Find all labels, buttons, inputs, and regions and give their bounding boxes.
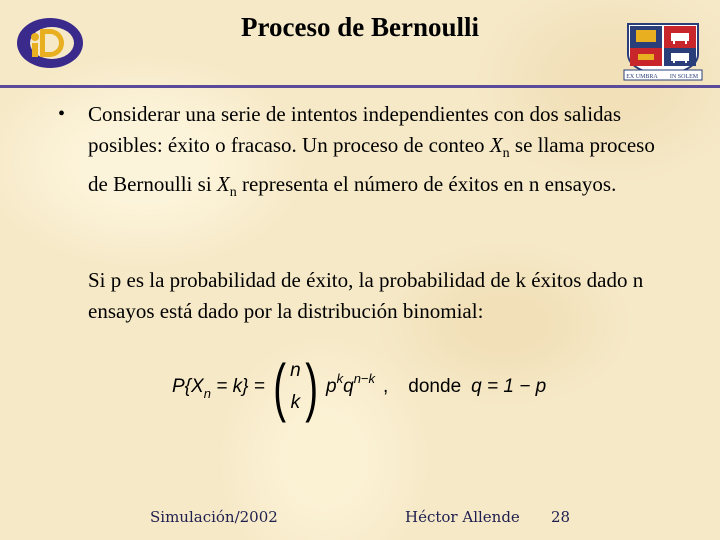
footer-course: Simulación/2002 — [150, 508, 278, 526]
crest-banner-left: EX UMBRA — [626, 74, 658, 80]
formula-q: q — [343, 376, 354, 397]
formula-p: p — [326, 376, 337, 397]
crest-banner-right: IN SOLEM — [669, 74, 699, 80]
bullet-marker: • — [58, 103, 66, 125]
formula-where: donde — [408, 376, 462, 397]
intro-text-3: representa el número de éxitos en n ensayos. — [236, 172, 617, 197]
var-x-2: X — [216, 172, 230, 197]
var-x-1: X — [489, 133, 503, 157]
formula-lhs-open: P{ — [172, 376, 192, 397]
formula-lhs-rest: = k} = — [210, 376, 265, 397]
footer-author: Héctor Allende — [405, 508, 520, 526]
binomial-paragraph: Si p es la probabilidad de éxito, la probabilidad de k éxitos dado n ensayos está dado por la distribución binomial: — [88, 268, 644, 323]
formula-lhs-var: X — [191, 376, 204, 397]
var-x-2-sub: n — [229, 185, 237, 201]
department-logo — [14, 14, 86, 72]
intro-text-2: se llama proceso de Bernoulli si — [88, 133, 655, 197]
slide-title: Proceso de Bernoulli — [241, 12, 479, 42]
formula-lhs-sub: n — [203, 385, 211, 401]
binomial-formula — [172, 352, 546, 422]
binomial-coefficient — [269, 351, 322, 423]
formula-q-def: q = 1 − p — [471, 376, 547, 397]
binom-top: n — [290, 360, 301, 381]
binom-bottom: k — [290, 392, 301, 413]
var-x-1-sub: n — [502, 146, 510, 162]
formula-q-exp: n−k — [353, 370, 376, 386]
title-divider — [0, 85, 720, 88]
intro-paragraph — [88, 99, 678, 208]
page-number: 28 — [551, 508, 571, 526]
intro-text-1: Considerar una serie de intentos independientes con dos salidas posibles: éxito o fracaso. Un proceso de conteo — [88, 102, 622, 157]
right-paren: ) — [304, 351, 318, 423]
left-paren: ( — [273, 351, 286, 423]
formula-p-exp: k — [336, 370, 344, 386]
formula-comma: , — [383, 376, 389, 397]
university-crest — [622, 20, 704, 82]
